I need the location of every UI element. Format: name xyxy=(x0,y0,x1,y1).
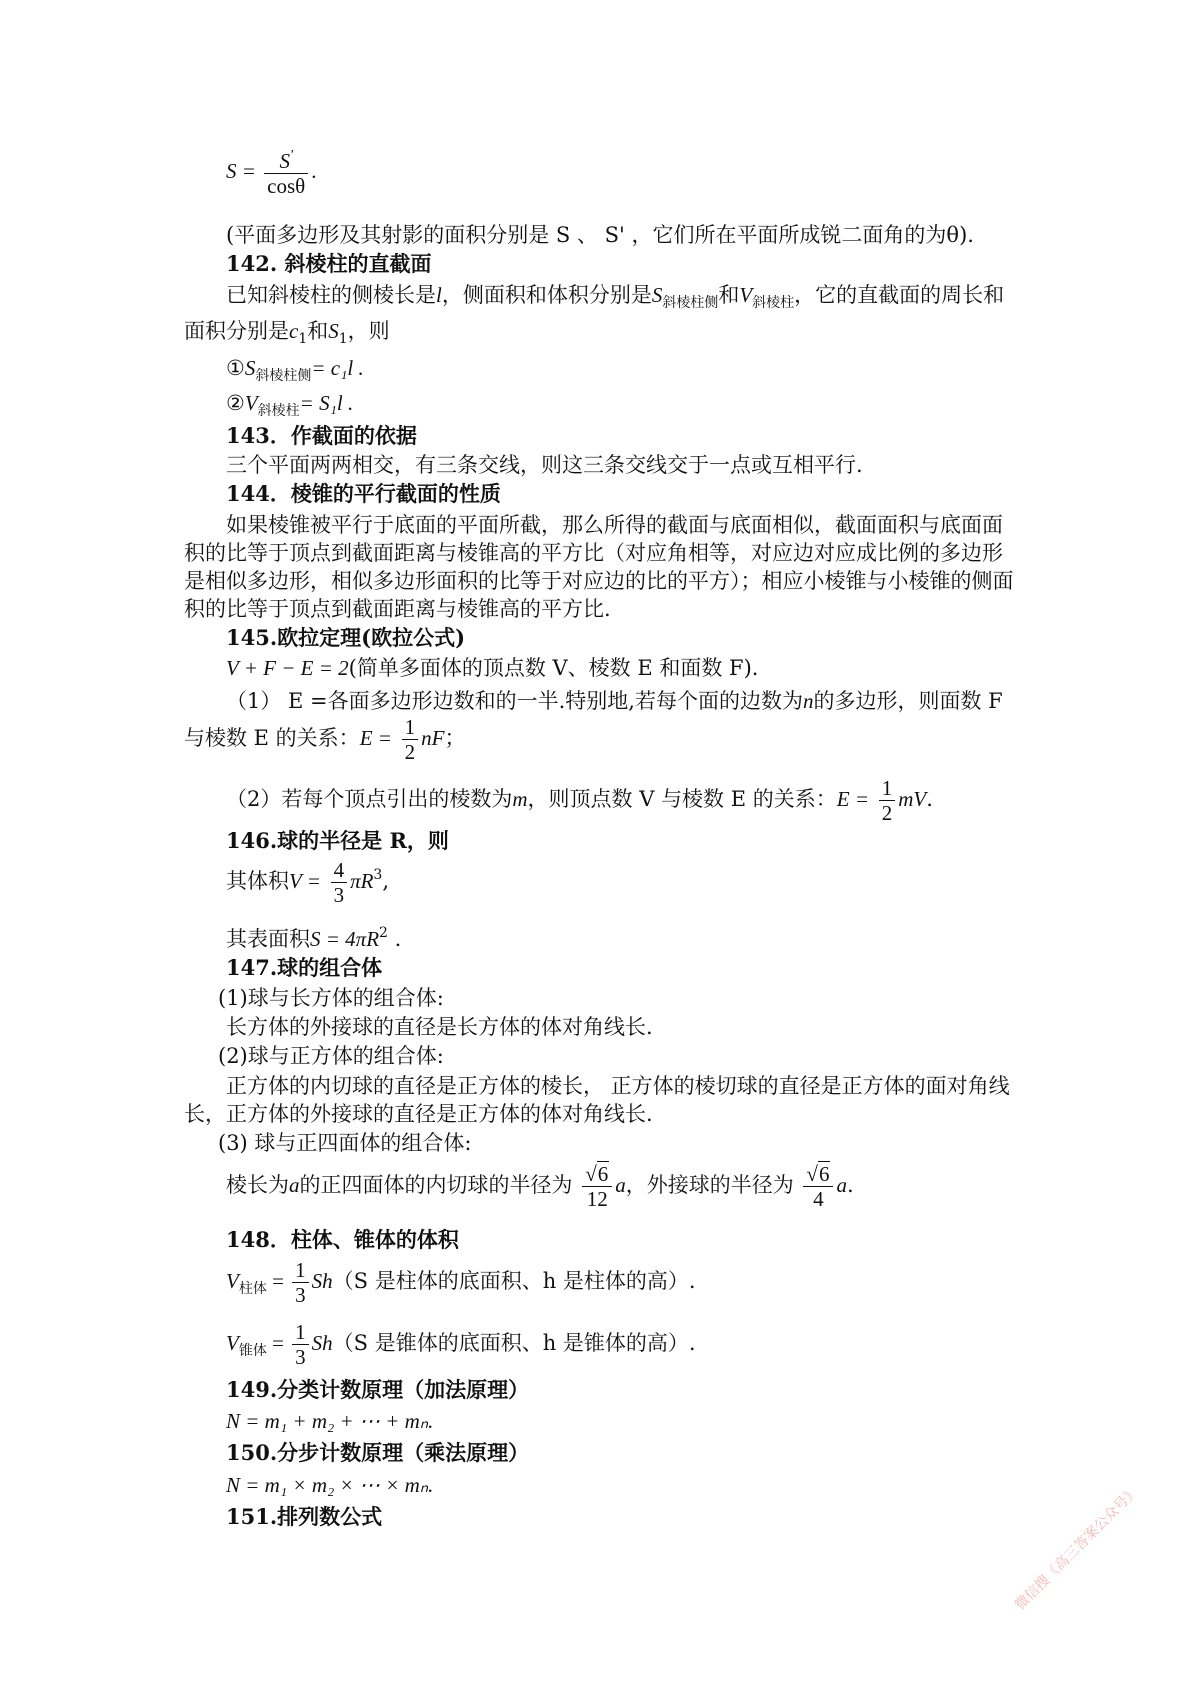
section-title-151: 151.排列数公式 xyxy=(226,1504,383,1529)
sphere-volume: 其体积V = $\frac{4}{3}$ $\pi R^3$, xyxy=(226,858,390,908)
s147-case1-body: 长方体的外接球的直径是长方体的体对角线长. xyxy=(226,1015,653,1039)
watermark: 微信搜《高三答案公众号》 xyxy=(1012,1483,1143,1614)
s147-case2: (2)球与正方体的组合体: xyxy=(218,1044,444,1068)
s142-formula1: $①S_{斜棱柱侧}= c_1l$ . xyxy=(226,356,364,384)
s147-case3-body: 棱长为a的正四面体的内切球的半径为 $\frac{√6}{12}$ a，外接球的半径为 $\frac{√6}{4}$ a. xyxy=(226,1162,854,1212)
section-title-149: 149.分类计数原理（加法原理） xyxy=(226,1377,530,1402)
multiplication-principle-formula: N = m₁ × m₂ × ⋯ × mₙ. xyxy=(226,1473,434,1497)
s144-line4: 积的比等于顶点到截面距离与棱锥高的平方比. xyxy=(184,597,611,621)
section-title-145: 145.欧拉定理(欧拉公式) xyxy=(226,625,466,650)
euler-formula: V + F − E = 2(简单多面体的顶点数 V、棱数 E 和面数 F). xyxy=(226,656,759,680)
s145-p1-line2: 与棱数 E 的关系：E = $\frac{1}{2}$ nF； xyxy=(184,715,466,765)
s147-case1: (1)球与长方体的组合体: xyxy=(218,986,444,1010)
sphere-surface-area: 其表面积$S = 4\pi R^2$ . xyxy=(226,925,402,951)
s145-p1-line1: （1） E =各面多边形边数和的一半.特别地,若每个面的边数为n的多边形，则面数 F xyxy=(226,689,1003,713)
formula-projection-area: S = $\frac{S'}{\cos\theta}$ . xyxy=(226,148,317,199)
s143-body: 三个平面两两相交，有三条交线，则这三条交线交于一点或互相平行. xyxy=(226,453,863,477)
section-title-144: 144．棱锥的平行截面的性质 xyxy=(226,481,501,506)
section-title-147: 147.球的组合体 xyxy=(226,955,383,980)
prism-volume: $V_{柱体}$ = $\frac{1}{3}$ Sh（S 是柱体的底面积、h 是柱体的高）. xyxy=(226,1258,696,1308)
section-title-142: 142. 斜棱柱的直截面 xyxy=(226,251,432,276)
section-title-148: 148．柱体、锥体的体积 xyxy=(226,1227,459,1252)
s147-case3: (3) 球与正四面体的组合体: xyxy=(218,1131,472,1155)
s147-case2-body2: 长，正方体的外接球的直径是正方体的体对角线长. xyxy=(184,1102,653,1126)
s142-line1: 已知斜棱柱的侧棱长是l，侧面积和体积分别是$S_{斜棱柱侧}$和$V_{斜棱柱}$，它的直截面的周长和 xyxy=(226,283,1005,311)
pyramid-volume: $V_{锥体}$ = $\frac{1}{3}$ Sh（S 是锥体的底面积、h 是锥体的高）. xyxy=(226,1320,696,1370)
s144-line1: 如果棱锥被平行于底面的平面所截，那么所得的截面与底面相似，截面面积与底面面 xyxy=(226,513,1003,537)
section-title-150: 150.分步计数原理（乘法原理） xyxy=(226,1440,530,1465)
section-title-143: 143．作截面的依据 xyxy=(226,423,417,448)
s142-formula2: $②V_{斜棱柱}= S_1l$ . xyxy=(226,391,354,419)
note-projection: (平面多边形及其射影的面积分别是 S 、 S' ，它们所在平面所成锐二面角的为θ). xyxy=(226,223,974,247)
section-title-146: 146.球的半径是 R，则 xyxy=(226,828,449,853)
s144-line2: 积的比等于顶点到截面距离与棱锥高的平方比（对应角相等，对应边对应成比例的多边形 xyxy=(184,541,1003,565)
s145-p2: （2）若每个顶点引出的棱数为m，则顶点数 V 与棱数 E 的关系：E = $\frac{1}{2}$ mV. xyxy=(226,776,933,826)
s142-line2: 面积分别是$c_1$和$S_1$，则 xyxy=(184,319,390,347)
s147-case2-body1: 正方体的内切球的直径是正方体的棱长， 正方体的棱切球的直径是正方体的面对角线 xyxy=(226,1074,1010,1098)
s144-line3: 是相似多边形，相似多边形面积的比等于对应边的比的平方）；相应小棱锥与小棱锥的侧面 xyxy=(184,569,1014,593)
addition-principle-formula: N = m₁ + m₂ + ⋯ + mₙ. xyxy=(226,1409,434,1433)
